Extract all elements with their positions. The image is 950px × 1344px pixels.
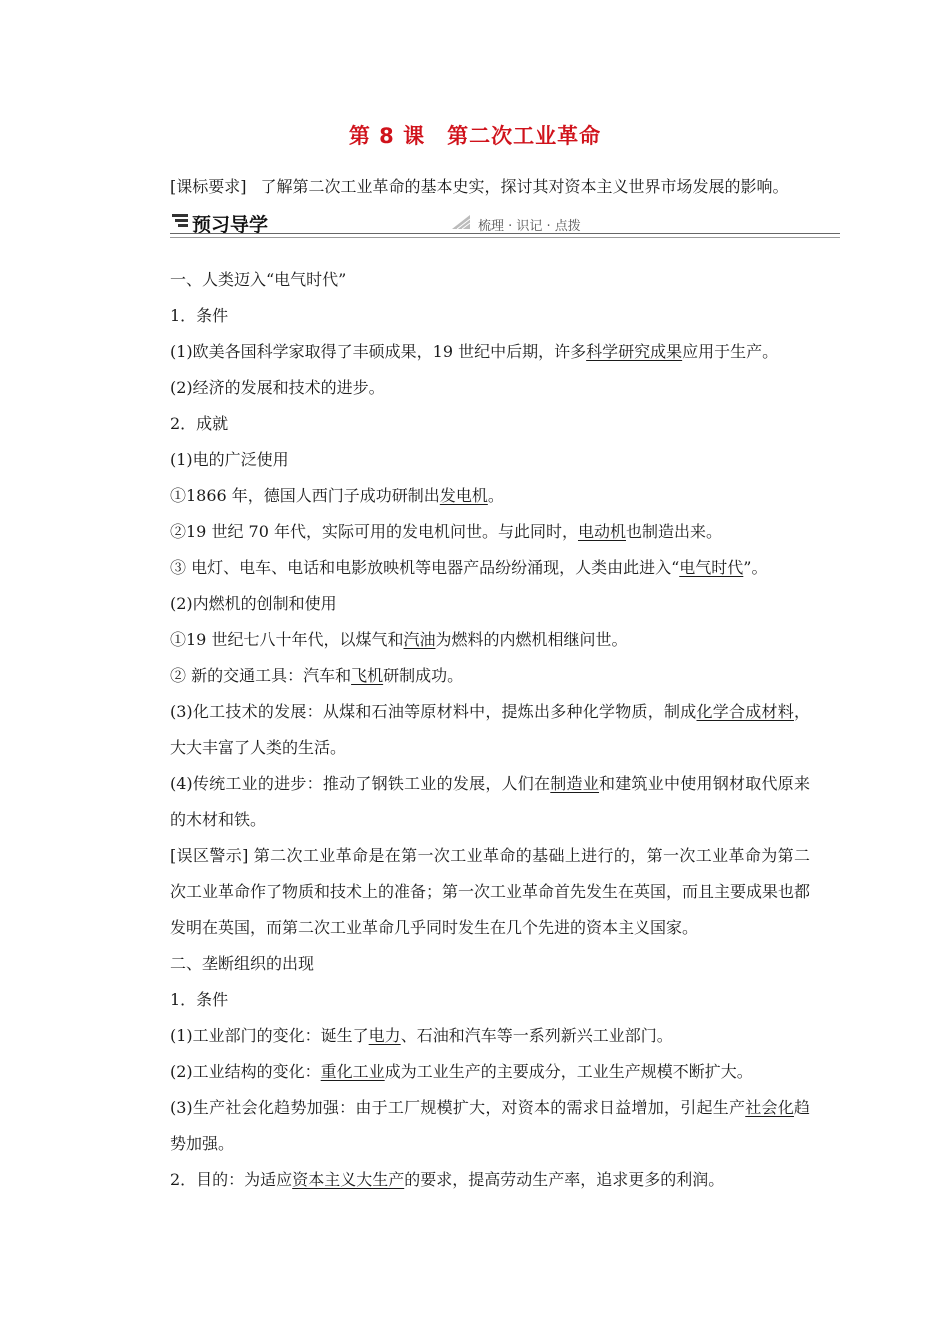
paragraph: (1)工业部门的变化：诞生了电力、石油和汽车等一系列新兴工业部门。 (170, 1026, 673, 1045)
lesson-body (170, 262, 810, 1198)
paragraph: ②19 世纪 70 年代，实际可用的发电机问世。与此同时，电动机也制造出来。 (170, 522, 723, 541)
lesson-title (0, 120, 950, 150)
underlined-term: 化学合成材料 (696, 702, 794, 721)
banner-subtitle: 梳理 · 识记 · 点拨 (478, 219, 581, 234)
paragraph: (1)欧美各国科学家取得了丰硕成果，19 世纪中后期，许多科学研究成果应用于生产。 (170, 342, 779, 361)
underlined-term: 社会化 (745, 1098, 794, 1117)
banner-rule (170, 233, 840, 238)
paragraph: ③ 电灯、电车、电话和电影放映机等电器产品纷纷涌现，人类由此进入“电气时代”。 (170, 558, 768, 577)
underlined-term: 发电机 (439, 486, 488, 505)
subheading-achievements: 2．成就 (170, 414, 229, 433)
underlined-term: 制造业 (550, 774, 600, 793)
paragraph: (3)化工技术的发展：从煤和石油等原材料中，提炼出多种化学物质，制成化学合成材料，大大丰富了人类的生活。 (170, 702, 810, 757)
banner-title: 预习导学 (192, 214, 269, 236)
underlined-term: 汽油 (403, 630, 436, 649)
curriculum-requirement (170, 174, 870, 197)
section-heading-2: 二、垄断组织的出现 (170, 954, 315, 973)
paragraph: ①19 世纪七八十年代，以煤气和汽油为燃料的内燃机相继问世。 (170, 630, 628, 649)
paragraph: (2)经济的发展和技术的进步。 (170, 378, 385, 397)
subheading-conditions-2: 1．条件 (170, 990, 229, 1009)
paragraph: (2)工业结构的变化：重化工业成为工业生产的主要成分，工业生产规模不断扩大。 (170, 1062, 753, 1081)
lesson-name: 第二次工业革命 (447, 124, 602, 148)
paragraph: 2．目的：为适应资本主义大生产的要求，提高劳动生产率，追求更多的利润。 (170, 1170, 725, 1189)
subheading-conditions: 1．条件 (170, 306, 229, 325)
section-heading-1: 一、人类迈入“电气时代” (170, 270, 347, 289)
paragraph: ①1866 年，德国人西门子成功研制出发电机。 (170, 486, 504, 505)
section-banner (170, 208, 840, 238)
underlined-term: 科学研究成果 (586, 342, 683, 361)
triangle-stripes-icon (452, 215, 470, 229)
underlined-term: 飞机 (351, 666, 384, 685)
paragraph: (1)电的广泛使用 (170, 450, 289, 469)
underlined-term: 电力 (368, 1026, 401, 1045)
underlined-term: 资本主义大生产 (292, 1170, 405, 1189)
paragraph: ② 新的交通工具：汽车和飞机研制成功。 (170, 666, 464, 685)
underlined-term: 电气时代 (679, 558, 744, 577)
requirement-text: 了解第二次工业革命的基本史实，探讨其对资本主义世界市场发展的影响。 (260, 177, 789, 196)
requirement-tag: [课标要求] (170, 177, 247, 196)
misconception-warning: [误区警示] 第二次工业革命是在第一次工业革命的基础上进行的，第一次工业革命为第二次工业革命作了物质和技术上的准备；第一次工业革命首先发生在英国，而且主要成果也都发明在英国，而第二次工业革命几乎同时发生在几个先进的资本主义国家。 (170, 846, 811, 937)
stripes-icon (172, 214, 188, 230)
lesson-number: 第 8 课 (348, 124, 426, 148)
underlined-term: 重化工业 (320, 1062, 385, 1081)
underlined-term: 电动机 (577, 522, 626, 541)
paragraph: (4)传统工业的进步：推动了钢铁工业的发展，人们在制造业和建筑业中使用钢材取代原来的木材和铁。 (170, 774, 810, 829)
paragraph: (2)内燃机的创制和使用 (170, 594, 337, 613)
paragraph: (3)生产社会化趋势加强：由于工厂规模扩大，对资本的需求日益增加，引起生产社会化趋势加强。 (170, 1098, 810, 1153)
